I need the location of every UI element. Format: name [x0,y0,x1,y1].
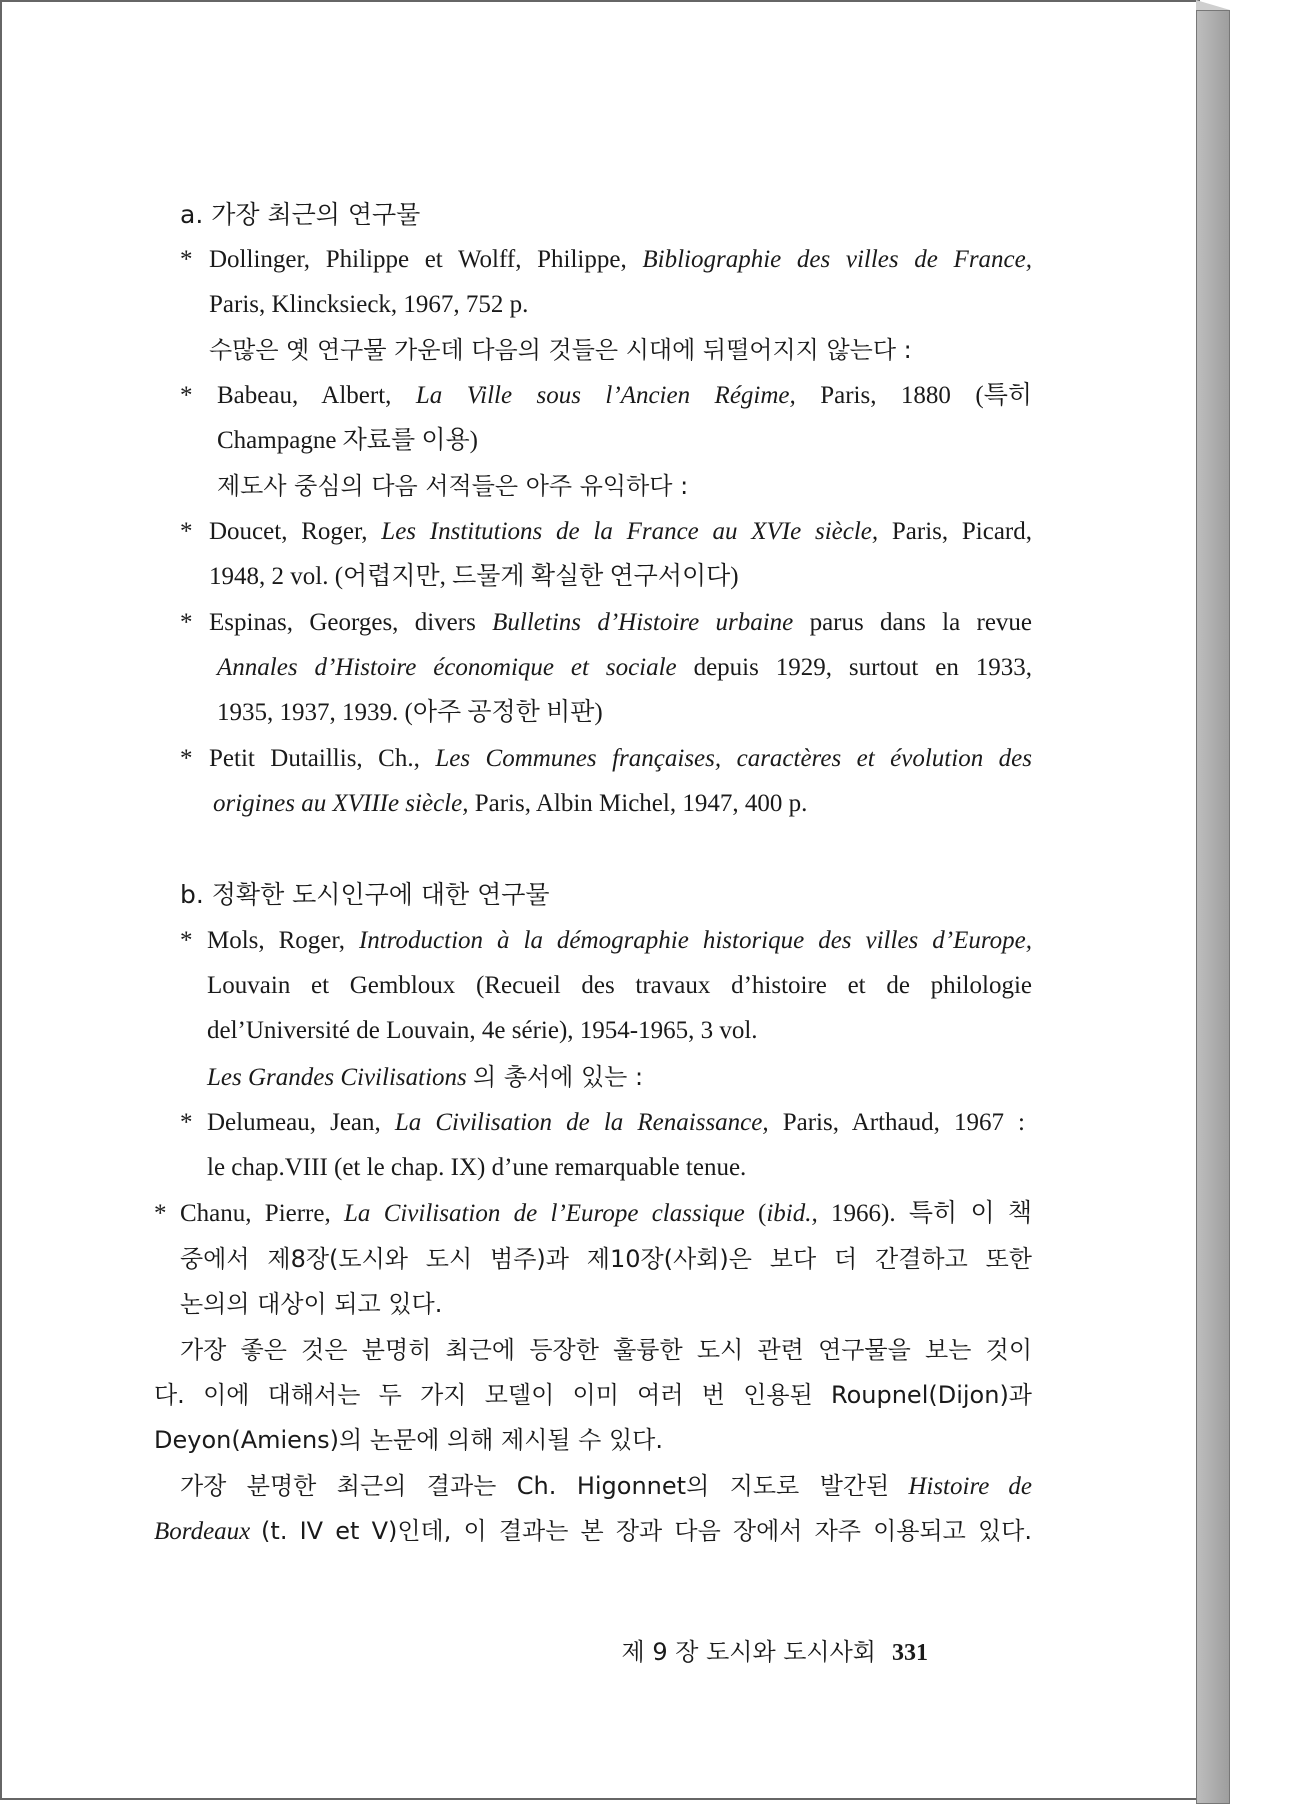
citation-espinas [209,606,1032,640]
citation-publisher: Paris, Picard, [891,518,1033,545]
ibid-text: ibid., [766,1200,818,1227]
citation-continuation: del’Université de Louvain, 4e série), 1954-1965, 3 vol. [207,1017,758,1044]
citation-babeau [217,379,1032,413]
citation-chanu [180,1197,1032,1231]
bullet-star: * [180,382,193,409]
citation-title: La Civilisation de la Renaissance, [394,1109,769,1136]
paragraph-line [180,1469,1032,1504]
citation-author: Petit Dutaillis, Ch., [209,745,420,772]
bullet-star: * [180,927,193,954]
paren: ( [758,1200,767,1227]
citation-title: Annales d’Histoire économique et sociale [217,654,677,681]
citation-author: Dollinger, Philippe et Wolff, Philippe, [209,246,627,273]
citation-continuation: le chap.VIII (et le chap. IX) d’une remarquable tenue. [207,1154,747,1181]
citation-publisher: 1966). 특히 이 책 [831,1200,1033,1227]
citation-title: Les Communes françaises, caractères et évolution des [435,745,1033,772]
citation-title: Bibliographie des villes de France, [642,246,1032,273]
citation-doucet [209,515,1032,549]
note-line [207,1060,643,1095]
citation-title: Introduction à la démographie historique des villes d’Europe, [358,927,1032,954]
citation-author: Delumeau, Jean, [207,1109,381,1136]
paragraph-line: 다. 이에 대해서는 두 가지 모델이 이미 여러 번 인용된 Roupnel(Dijon)과 [154,1381,1032,1409]
page-number: 331 [892,1640,928,1666]
citation-continuation [217,651,1032,685]
citation-continuation: Louvain et Gembloux (Recueil des travaux d’histoire et de philologie [207,972,1032,999]
citation-title: La Ville sous l’Ancien Régime, [415,382,796,409]
series-title: Les Grandes Civilisations [207,1064,467,1091]
paragraph-line: Deyon(Amiens)의 논문에 의해 제시될 수 있다. [154,1426,663,1454]
page-stack-edge [1196,10,1230,1804]
paragraph-text: 가장 분명한 최근의 결과는 Ch. Higonnet의 지도로 발간된 [180,1472,890,1500]
running-footer [622,1632,928,1667]
bullet-star: * [154,1200,167,1227]
citation-publisher: Paris, Arthaud, 1967 : [782,1109,1026,1136]
paragraph-line [154,1514,1032,1549]
paragraph-line: 가장 좋은 것은 분명히 최근에 등장한 훌륭한 도시 관련 연구물을 보는 것이 [180,1336,1032,1364]
citation-title: Les Institutions de la France au XVIe siècle, [381,518,879,545]
citation-continuation [213,787,807,821]
citation-continuation: 1935, 1937, 1939. (아주 공정한 비판) [217,699,603,726]
citation-publisher: depuis 1929, surtout en 1933, [693,654,1032,681]
section-b-heading: b. 정확한 도시인구에 대한 연구물 [180,880,550,909]
citation-publisher: parus dans la revue [809,609,1033,636]
bullet-star: * [180,745,193,772]
note-text: 의 총서에 있는 : [473,1063,644,1091]
citation-title: Bulletins d’Histoire urbaine [492,609,794,636]
bullet-star: * [180,518,193,545]
note-line: 제도사 중심의 다음 서적들은 아주 유익하다 : [217,472,689,500]
book-title: Histoire de [908,1473,1033,1500]
book-title: Bordeaux [154,1518,251,1545]
citation-title: origines au XVIIIe siècle, [213,790,469,817]
chapter-title: 제 9 장 도시와 도시사회 [621,1638,876,1666]
bullet-star: * [180,609,193,636]
citation-continuation: 1948, 2 vol. (어렵지만, 드물게 확실한 연구서이다) [209,563,739,590]
bullet-star: * [180,1109,193,1136]
citation-continuation: 논의의 대상이 되고 있다. [180,1290,443,1318]
citation-publisher: Paris, Albin Michel, 1947, 400 p. [474,790,808,817]
citation-delumeau [207,1106,1025,1140]
citation-dutaillis [209,742,1032,776]
citation-publisher: Paris, Klincksieck, 1967, 752 p. [209,291,529,318]
citation-title: La Civilisation de l’Europe classique [344,1200,745,1227]
citation-author: Espinas, Georges, divers [209,609,476,636]
paragraph-text: (t. IV et V)인데, 이 결과는 본 장과 다음 장에서 자주 이용되고 있다. [261,1517,1032,1545]
citation-author: Mols, Roger, [207,927,345,954]
citation-continuation: 중에서 제8장(도시와 도시 범주)과 제10장(사회)은 보다 더 간결하고 또한 [180,1245,1032,1273]
citation-dollinger [209,243,1032,277]
note-line: 수많은 옛 연구물 가운데 다음의 것들은 시대에 뒤떨어지지 않는다 : [209,336,912,364]
citation-publisher: Paris, 1880 (특히 [820,382,1032,409]
page-curl [1196,0,1230,10]
citation-author: Doucet, Roger, [209,518,368,545]
section-a-heading: a. 가장 최근의 연구물 [180,200,421,229]
citation-continuation: Champagne 자료를 이용) [217,427,478,454]
citation-author: Chanu, Pierre, [180,1200,331,1227]
bullet-star: * [180,246,193,273]
citation-author: Babeau, Albert, [217,382,392,409]
citation-mols [207,924,1032,958]
